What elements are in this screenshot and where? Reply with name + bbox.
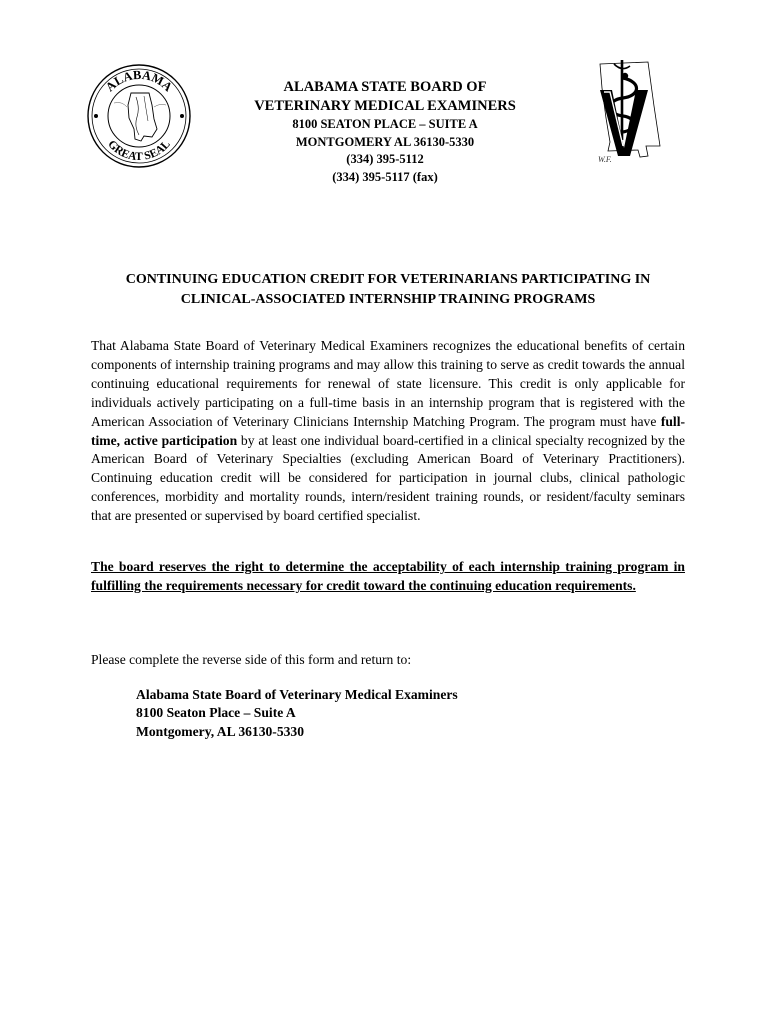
fax-number: (334) 395-5117 (fax) xyxy=(332,169,438,184)
document-title xyxy=(88,270,688,309)
body-text-part2: by at least one individual board-certified in a clinical specialty recognized by the American Board of Veterinary Specialties (excluding American Board of Veterinary Practitioners). Continuing education credit will be considered for participation in journal clubs, clinical pathologic conferences, morbidity and mortality rounds, intern/resident training rounds, or resident/faculty seminars that are presented or supervised by board certified specialist. xyxy=(91,432,686,524)
svg-text:ALABAMA: ALABAMA xyxy=(102,67,176,95)
body-emphasis: full-time, active participation xyxy=(91,413,685,448)
veterinary-logo xyxy=(590,58,680,168)
address-line1: 8100 SEATON PLACE – SUITE A xyxy=(292,117,478,131)
state-seal xyxy=(86,63,192,169)
title-line1: CONTINUING EDUCATION CREDIT FOR VETERINARIANS PARTICIPATING IN xyxy=(125,272,651,287)
return-address-line3: Montgomery, AL 36130-5330 xyxy=(136,723,305,739)
svg-text:GREAT SEAL: GREAT SEAL xyxy=(105,138,173,164)
caduceus-v-alabama-map-icon xyxy=(590,58,680,168)
return-instructions: Please complete the reverse side of this form and return to: xyxy=(91,652,412,667)
org-name-line2: VETERINARY MEDICAL EXAMINERS xyxy=(254,98,516,114)
return-address-line2: 8100 Seaton Place – Suite A xyxy=(136,705,296,721)
return-address xyxy=(136,686,458,741)
letterhead xyxy=(200,78,570,186)
body-text-part1: That Alabama State Board of Veterinary Medical Examiners recognizes the educational benefits of certain components of internship training programs and may allow this training to serve as credit towards the annual continuing educational requirements for renewal of state licensure. This credit is only applicable for individuals actively participating on a full-time basis in an internship program that is registered with the American Association of Veterinary Clinicians Internship Matching Program. The program must have xyxy=(91,338,685,429)
body-paragraph xyxy=(91,337,685,526)
state-seal-icon xyxy=(86,63,192,169)
address-line2: MONTGOMERY AL 36130-5330 xyxy=(295,134,475,149)
title-line2: CLINICAL-ASSOCIATED INTERNSHIP TRAINING PROGRAMS xyxy=(180,291,596,307)
phone-number: (334) 395-5112 xyxy=(346,152,424,166)
return-address-line1: Alabama State Board of Veterinary Medical Examiners xyxy=(136,687,458,702)
reserve-statement: The board reserves the right to determine the acceptability of each internship training program in fulfilling the requirements necessary for credit toward the continuing education requirements. xyxy=(91,559,685,593)
svg-text:W.F.: W.F. xyxy=(598,155,612,164)
org-name-line1: ALABAMA STATE BOARD OF xyxy=(283,79,487,95)
